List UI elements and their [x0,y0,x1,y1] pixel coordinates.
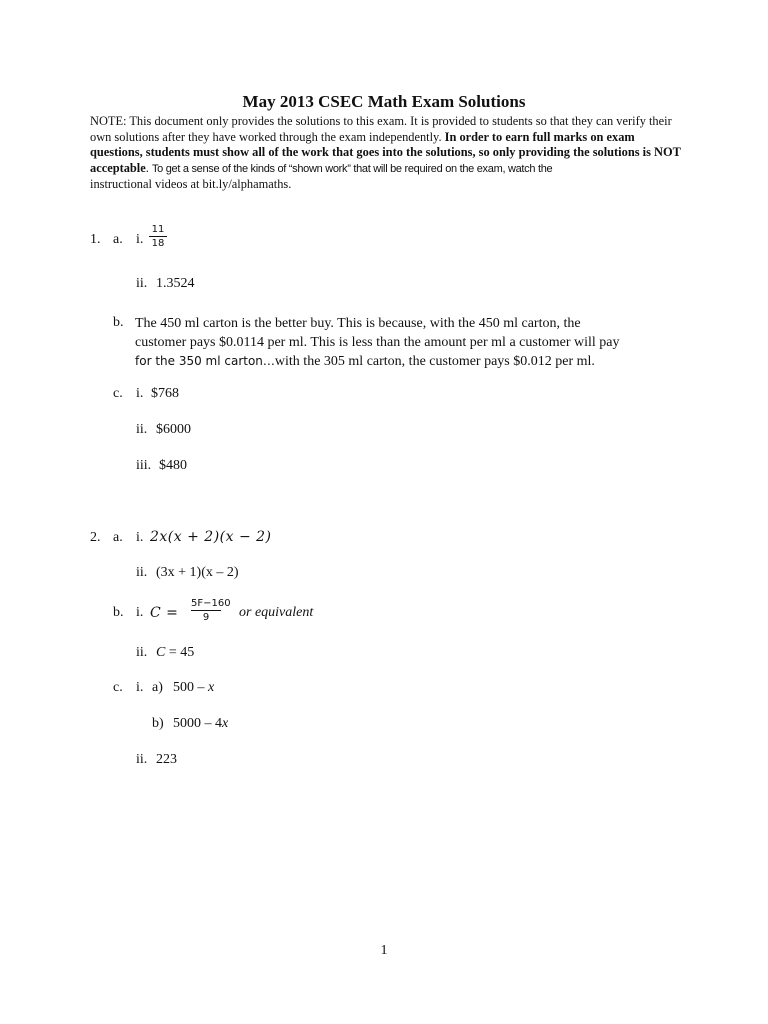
q1-c-iii-answer: $480 [159,458,187,473]
q1-a-i-numerator: 11 [151,224,165,235]
q1-a-ii-label: ii. [136,276,148,291]
q2-b-ii-answer [156,645,194,661]
q2-b-i-label: i. [136,605,144,620]
q2-b-ii-label: ii. [136,645,148,660]
q2-b-i-fraction [191,598,231,623]
q2-c-i-a-answer [173,680,214,696]
q2-number: 2. [90,530,101,545]
q2-b-label: b. [113,605,124,620]
q1-a-i-fraction [149,224,167,249]
q1-c-label: c. [113,386,123,401]
q2-b-i-numerator: 5F−160 [191,598,231,609]
q2-c-i-a-label: a) [152,680,163,695]
q1-b-line2: customer pays $0.0114 per ml. This is less than the amount per ml a customer will pay [135,335,620,350]
fraction-bar [149,236,167,237]
q2-b-i-note: or equivalent [239,605,314,620]
note-intro: NOTE: This document only provides the solutions to this exam. It is provided to students so that they can verify their own solutions after they have worked through the exam independently. [90,114,672,144]
q2-c-i-b-label: b) [152,716,164,731]
q2-a-ii-answer: (3x + 1)(x – 2) [156,565,239,580]
q2-a-ii-label: ii. [136,565,148,580]
q2-b-ii-var: C [156,645,166,660]
q1-a-i-label: i. [136,232,144,247]
page-title: May 2013 CSEC Math Exam Solutions [242,92,526,111]
note-paragraph [90,114,690,193]
q1-number: 1. [90,232,101,247]
note-bold-warning: In order to earn full marks on exam questions, students must show all of the work that goes into the solutions, so only providing the solutions is NOT acceptable [90,129,681,175]
q1-b-answer [135,314,675,371]
q2-b-i-denominator: 9 [202,612,210,623]
q1-c-i-label: i. [136,386,144,401]
q1-b-line1: The 450 ml carton is the better buy. This is because, with the 450 ml carton, the [135,316,581,331]
q1-c-ii-answer: $6000 [156,422,191,437]
q1-c-ii-label: ii. [136,422,148,437]
fraction-bar [191,610,221,611]
note-after-bold: . [145,160,152,175]
q1-b-line3b: with the 305 ml carton, the customer pays $0.012 per ml. [274,354,595,369]
q2-c-i-a-var: x [208,680,215,695]
note-videos: instructional videos at bit.ly/alphamaths. [90,177,292,191]
q2-c-i-b-const: 5000 – 4 [173,716,222,731]
q2-b-i-lhs: C = [150,605,179,621]
q2-c-i-a-const: 500 – [173,680,208,695]
q2-c-ii-answer: 223 [156,752,177,767]
q2-a-label: a. [113,530,123,545]
q1-a-ii-answer: 1.3524 [156,276,195,291]
page-number: 1 [380,943,388,958]
q1-b-line3a: for the 350 ml carton… [135,354,275,368]
q1-c-i-answer: $768 [151,386,179,401]
q2-a-i-answer: 2x(x + 2)(x − 2) [150,529,272,545]
q2-c-i-label: i. [136,680,144,695]
note-sense: To get a sense of the kinds of “shown work” that will be required on the exam, watch the [151,162,553,175]
q1-a-label: a. [113,232,123,247]
q1-c-iii-label: iii. [136,458,152,473]
q2-c-i-b-answer [173,716,228,732]
q1-a-i-denominator: 18 [151,238,165,249]
q2-c-label: c. [113,680,123,695]
q2-b-ii-rest: = 45 [165,645,195,660]
q2-a-i-label: i. [136,530,144,545]
q2-c-ii-label: ii. [136,752,148,767]
q1-b-label: b. [113,315,124,330]
q2-c-i-b-var: x [222,716,229,731]
